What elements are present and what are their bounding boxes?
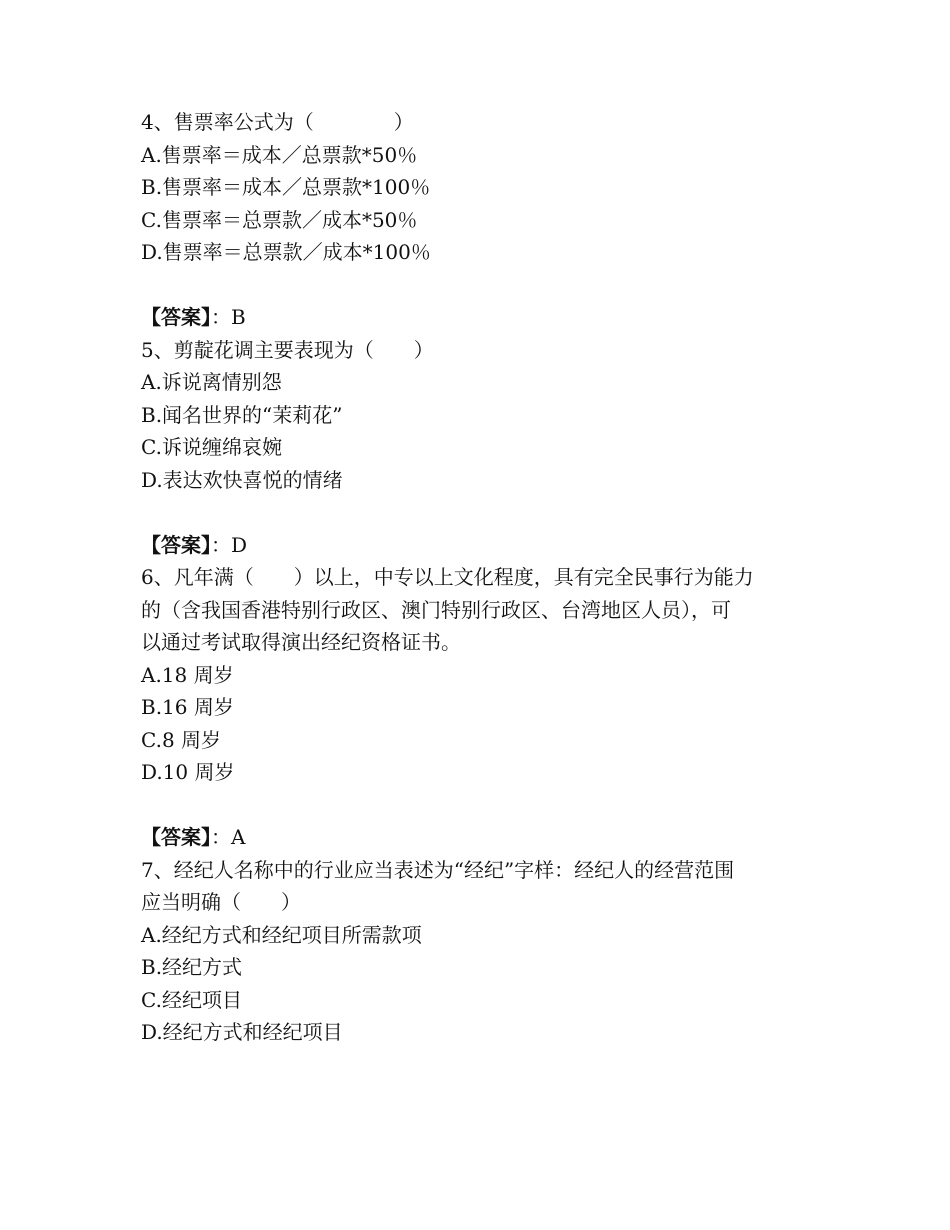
option-b: B.售票率＝成本／总票款*100％	[141, 175, 431, 199]
question-stem-line-2: 的（含我国香港特别行政区、澳门特别行政区、台湾地区人员），可	[141, 597, 731, 622]
answer-line	[141, 529, 821, 562]
question-stem: 5、剪靛花调主要表现为（ ）	[141, 337, 434, 362]
option-d: D.表达欢快喜悦的情绪	[141, 467, 343, 492]
question-stem-line-2: 应当明确（ ）	[141, 890, 301, 914]
option-a: A.经纪方式和经纪项目所需款项	[141, 922, 422, 947]
option-c: C.售票率＝总票款／成本*50％	[141, 207, 418, 232]
answer-label: 【答案】	[141, 825, 211, 849]
document-page	[141, 106, 821, 1049]
option-d: D.售票率＝总票款／成本*100％	[141, 240, 431, 264]
answer-value: D	[231, 532, 248, 557]
answer-value: B	[231, 305, 246, 329]
option-d: D.10 周岁	[141, 760, 235, 784]
option-b: B.闻名世界的“茉莉花”	[141, 402, 343, 427]
question-6	[141, 561, 821, 789]
option-c: C.经纪项目	[141, 987, 242, 1012]
option-c: C.诉说缠绵哀婉	[141, 435, 282, 459]
question-7	[141, 854, 821, 1049]
option-c: C.8 周岁	[141, 727, 222, 752]
question-4	[141, 106, 821, 269]
question-5	[141, 334, 821, 497]
answer-label: 【答案】	[141, 305, 211, 329]
option-d: D.经纪方式和经纪项目	[141, 1020, 343, 1044]
spacer	[141, 496, 821, 529]
spacer	[141, 269, 821, 302]
option-a: A.售票率＝成本／总票款*50％	[141, 142, 418, 167]
answer-line	[141, 301, 821, 334]
answer-separator: ：	[211, 305, 231, 329]
question-stem-line-3: 以通过考试取得演出经纪资格证书。	[141, 630, 461, 654]
answer-line	[141, 821, 821, 854]
answer-value: A	[231, 825, 246, 849]
question-stem-line-1: 7、经纪人名称中的行业应当表述为“经纪”字样：经纪人的经营范围	[141, 857, 735, 882]
option-b: B.经纪方式	[141, 955, 243, 979]
answer-separator: ：	[211, 825, 231, 849]
option-a: A.18 周岁	[141, 662, 234, 687]
answer-label: 【答案】	[141, 532, 211, 557]
answer-separator: ：	[211, 532, 231, 557]
option-b: B.16 周岁	[141, 695, 234, 719]
spacer	[141, 789, 821, 822]
option-a: A.诉说离情别怨	[141, 370, 282, 394]
question-stem: 4、售票率公式为（ ）	[141, 110, 414, 134]
question-stem-line-1: 6、凡年满（ ）以上，中专以上文化程度，具有完全民事行为能力	[141, 565, 754, 589]
